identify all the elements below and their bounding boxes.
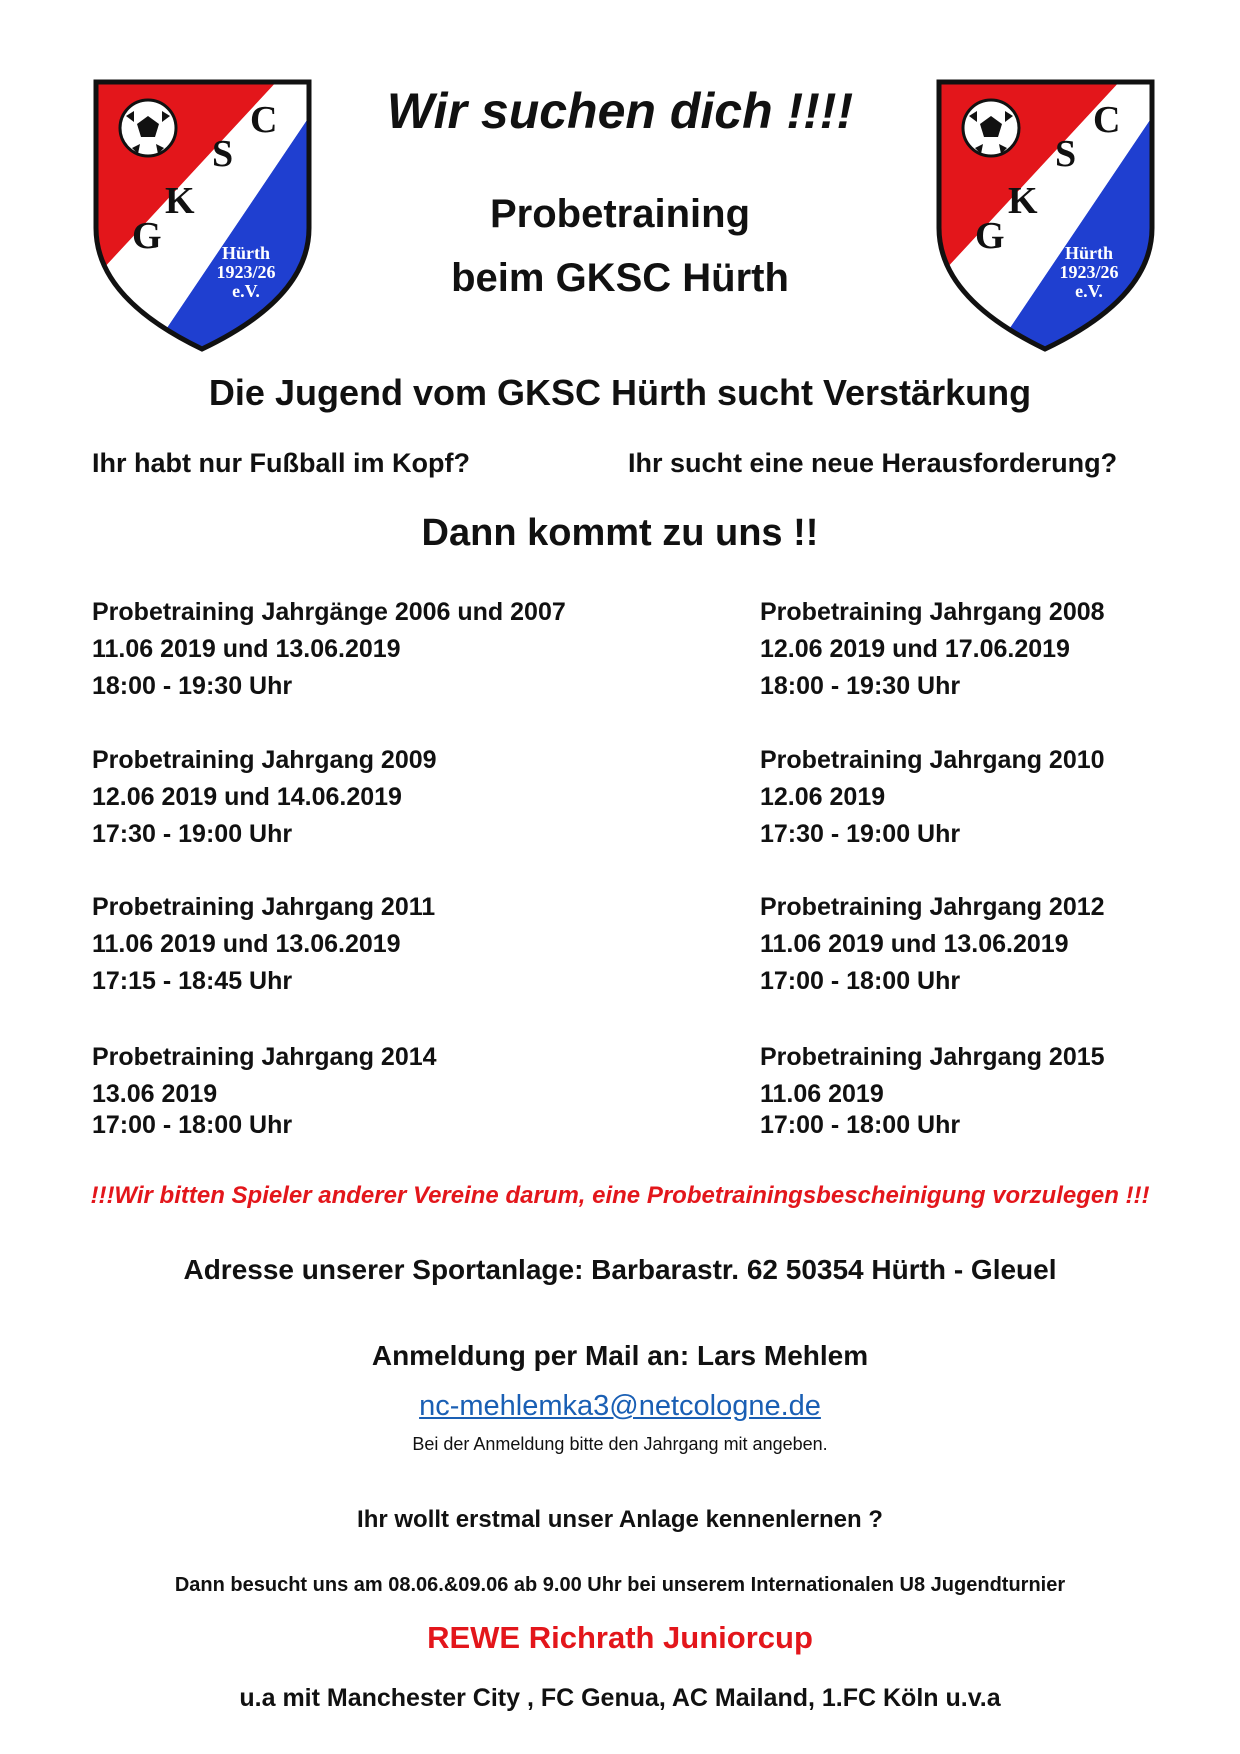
session-time: 17:00 - 18:00 Uhr (92, 1111, 293, 1139)
question-right: Ihr sucht eine neue Herausforderung? (628, 448, 1118, 478)
crest-town: Hürth (221, 243, 271, 263)
session-dates: 13.06 2019 (92, 1080, 218, 1108)
call-to-action: Dann kommt zu uns !! (421, 512, 819, 554)
session-dates: 11.06 2019 (760, 1080, 884, 1108)
subtitle-line-2: beim GKSC Hürth (451, 256, 789, 300)
session-dates: 11.06 2019 und 13.06.2019 (92, 930, 401, 958)
crest-founded: 1923/26 (1059, 262, 1119, 282)
session-block (760, 1039, 1240, 1144)
tournament-name: REWE Richrath Juniorcup (427, 1620, 813, 1655)
page-title: Wir suchen dich !!!! (386, 83, 854, 139)
session-block (760, 889, 1240, 1000)
crest-suffix: e.V. (232, 281, 260, 301)
session-time: 17:00 - 18:00 Uhr (760, 1111, 961, 1139)
session-title: Probetraining Jahrgang 2008 (760, 598, 1105, 626)
crest-letter-c: C (1093, 99, 1121, 141)
session-block (760, 594, 1240, 705)
session-dates: 12.06 2019 (760, 783, 886, 811)
headline: Die Jugend vom GKSC Hürth sucht Verstärkung (208, 372, 1032, 413)
registration-hint: Bei der Anmeldung bitte den Jahrgang mit angeben. (412, 1434, 828, 1454)
session-title: Probetraining Jahrgang 2011 (92, 893, 436, 921)
crest-letter-k: K (165, 180, 195, 222)
session-dates: 11.06 2019 und 13.06.2019 (92, 635, 401, 663)
session-time: 18:00 - 19:30 Uhr (760, 672, 961, 700)
session-title: Probetraining Jahrgang 2010 (760, 746, 1105, 774)
session-block (92, 742, 612, 853)
session-time: 17:30 - 19:00 Uhr (760, 820, 961, 848)
session-title: Probetraining Jahrgang 2009 (92, 746, 437, 774)
session-title: Probetraining Jahrgang 2012 (760, 893, 1105, 921)
session-title: Probetraining Jahrgang 2014 (92, 1043, 437, 1071)
crest-founded: 1923/26 (216, 262, 276, 282)
crest-letter-c: C (250, 99, 278, 141)
visit-text: Dann besucht uns am 08.06.&09.06 ab 9.00 Uhr bei unserem Internationalen U8 Jugendturnier (174, 1574, 1066, 1596)
crest-letter-s: S (212, 133, 234, 175)
crest-letter-g: G (132, 215, 162, 257)
session-block (92, 1039, 612, 1144)
session-dates: 12.06 2019 und 17.06.2019 (760, 635, 1070, 663)
session-title: Probetraining Jahrgang 2015 (760, 1043, 1105, 1071)
session-time: 17:15 - 18:45 Uhr (92, 967, 293, 995)
question-left: Ihr habt nur Fußball im Kopf? (92, 448, 470, 478)
session-time: 18:00 - 19:30 Uhr (92, 672, 293, 700)
page-subtitle (0, 182, 1240, 310)
session-dates: 11.06 2019 und 13.06.2019 (760, 930, 1069, 958)
registration-email-link[interactable]: nc-mehlemka3@netcologne.de (419, 1390, 821, 1422)
crest-letter-k: K (1008, 180, 1038, 222)
crest-letter-g: G (975, 215, 1005, 257)
tournament-guests: u.a mit Manchester City , FC Genua, AC Mailand, 1.FC Köln u.v.a (239, 1684, 1001, 1712)
session-time: 17:30 - 19:00 Uhr (92, 820, 293, 848)
session-time: 17:00 - 18:00 Uhr (760, 967, 961, 995)
sports-ground-address: Adresse unserer Sportanlage: Barbarastr. 62 50354 Hürth - Gleuel (183, 1254, 1057, 1285)
registration-label: Anmeldung per Mail an: Lars Mehlem (371, 1340, 869, 1371)
crest-suffix: e.V. (1075, 281, 1103, 301)
subtitle-line-1: Probetraining (489, 192, 751, 236)
session-block (92, 594, 612, 705)
session-dates: 12.06 2019 und 14.06.2019 (92, 783, 402, 811)
visit-question: Ihr wollt erstmal unser Anlage kennenlernen ? (357, 1506, 883, 1533)
warning-notice: !!!Wir bitten Spieler anderer Vereine darum, eine Probetrainingsbescheinigung vorzulegen !!! (90, 1182, 1150, 1209)
session-block (92, 889, 612, 1000)
crest-letter-s: S (1055, 133, 1077, 175)
session-block (760, 742, 1240, 853)
session-title: Probetraining Jahrgänge 2006 und 2007 (92, 598, 566, 626)
crest-town: Hürth (1064, 243, 1114, 263)
